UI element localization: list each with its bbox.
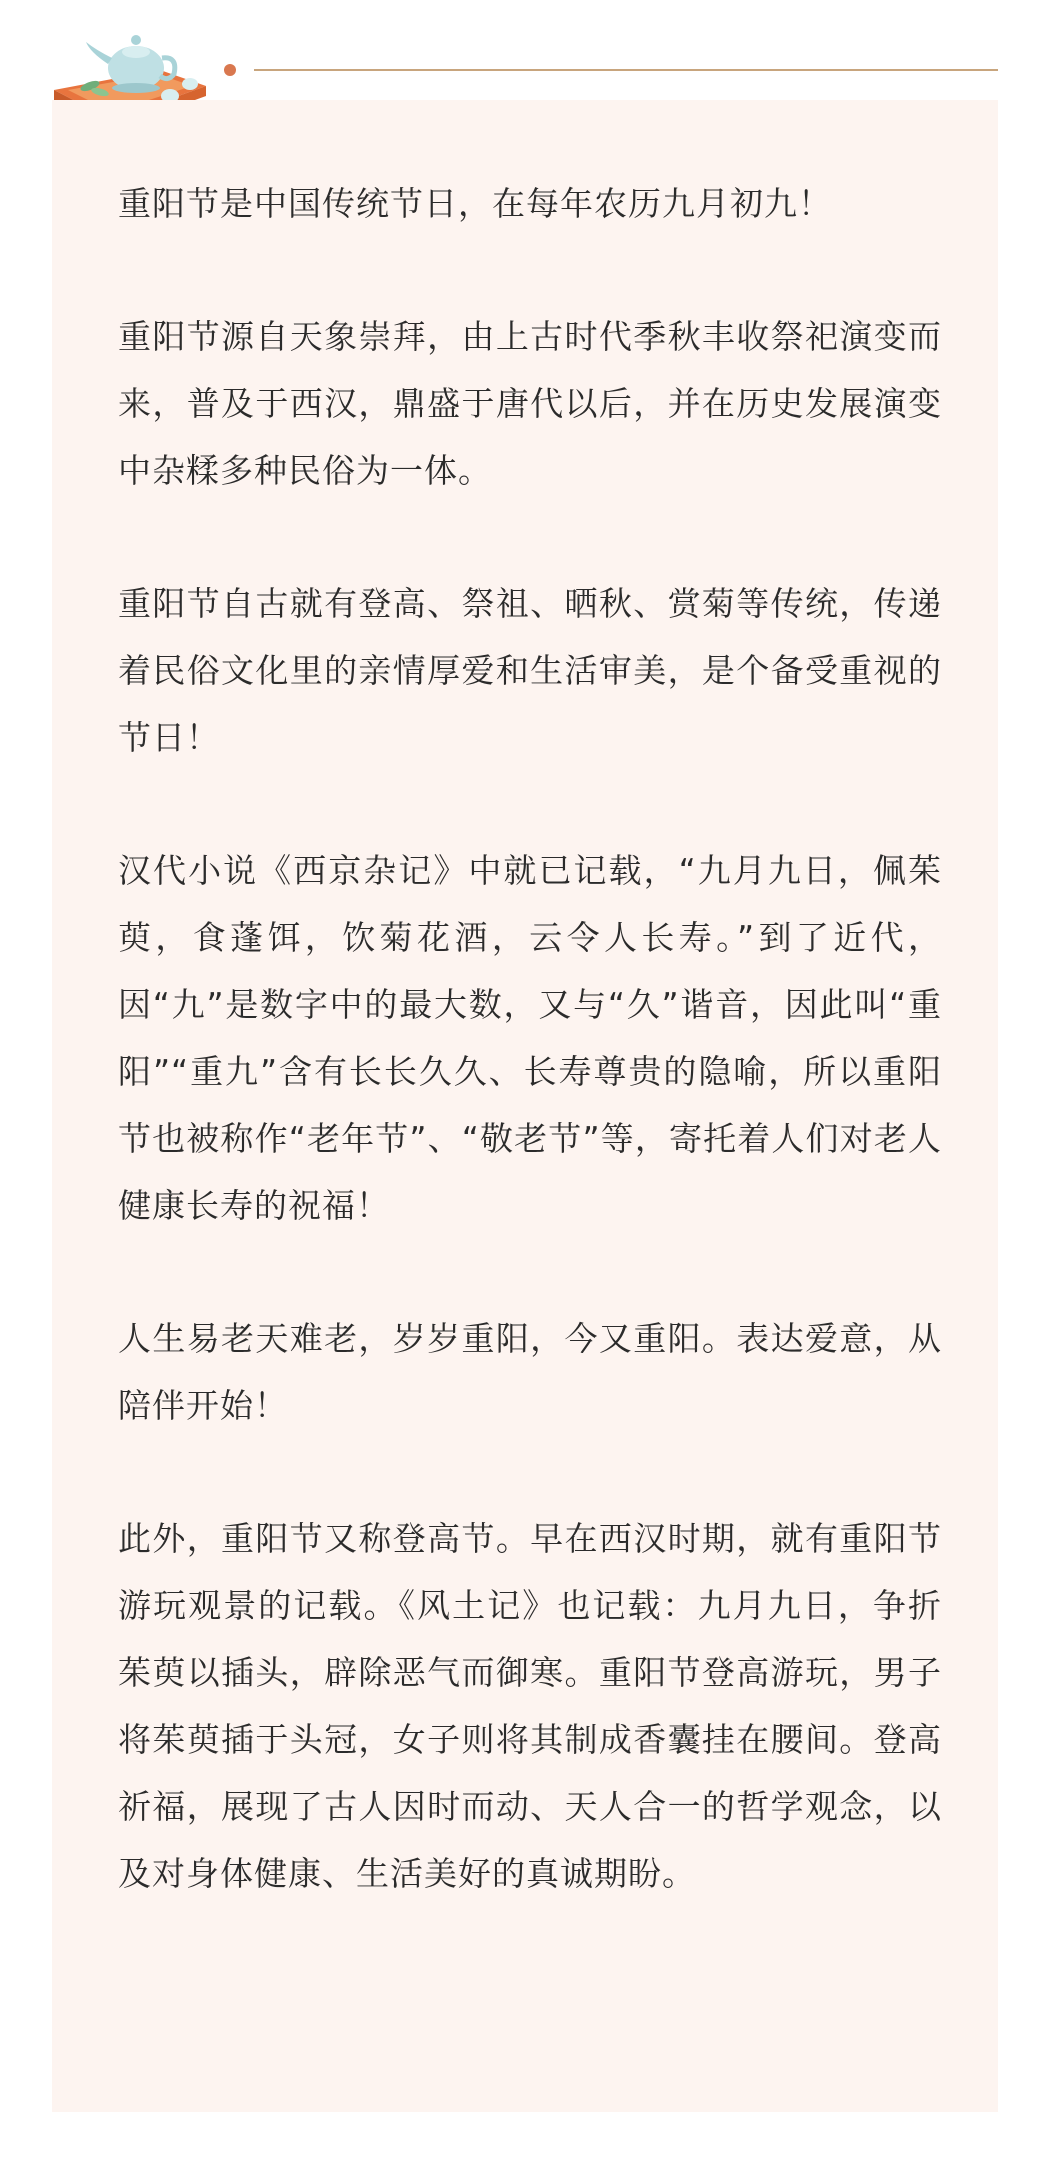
article-body	[118, 170, 942, 1973]
paragraph: 汉代小说《西京杂记》中就已记载，“九月九日，佩茱萸，食蓬饵，饮菊花酒，云令人长寿。”到了近代，因“九”是数字中的最大数，又与“久”谐音，因此叫“重阳”“重九”含有长长久久、长寿尊贵的隐喻，所以重阳节也被称作“老年节”、“敬老节”等，寄托着人们对老人健康长寿的祝福！	[118, 851, 942, 1225]
paragraph: 人生易老天难老，岁岁重阳，今又重阳。表达爱意，从陪伴开始！	[118, 1319, 942, 1425]
paragraph: 重阳节是中国传统节日，在每年农历九月初九！	[118, 184, 832, 223]
article-card	[52, 100, 998, 2112]
paragraph: 重阳节自古就有登高、祭祖、晒秋、赏菊等传统，传递着民俗文化里的亲情厚爱和生活审美，是个备受重视的节日！	[118, 584, 942, 757]
paragraph: 此外，重阳节又称登高节。早在西汉时期，就有重阳节游玩观景的记载。《风土记》也记载：九月九日，争折茱萸以插头，辟除恶气而御寒。重阳节登高游玩，男子将茱萸插于头冠，女子则将其制成香囊挂在腰间。登高祈福，展现了古人因时而动、天人合一的哲学观念，以及对身体健康、生活美好的真诚期盼。	[118, 1519, 942, 1893]
accent-dot	[224, 64, 236, 76]
paragraph: 重阳节源自天象崇拜，由上古时代季秋丰收祭祀演变而来，普及于西汉，鼎盛于唐代以后，并在历史发展演变中杂糅多种民俗为一体。	[118, 317, 942, 490]
divider-line	[254, 69, 998, 71]
